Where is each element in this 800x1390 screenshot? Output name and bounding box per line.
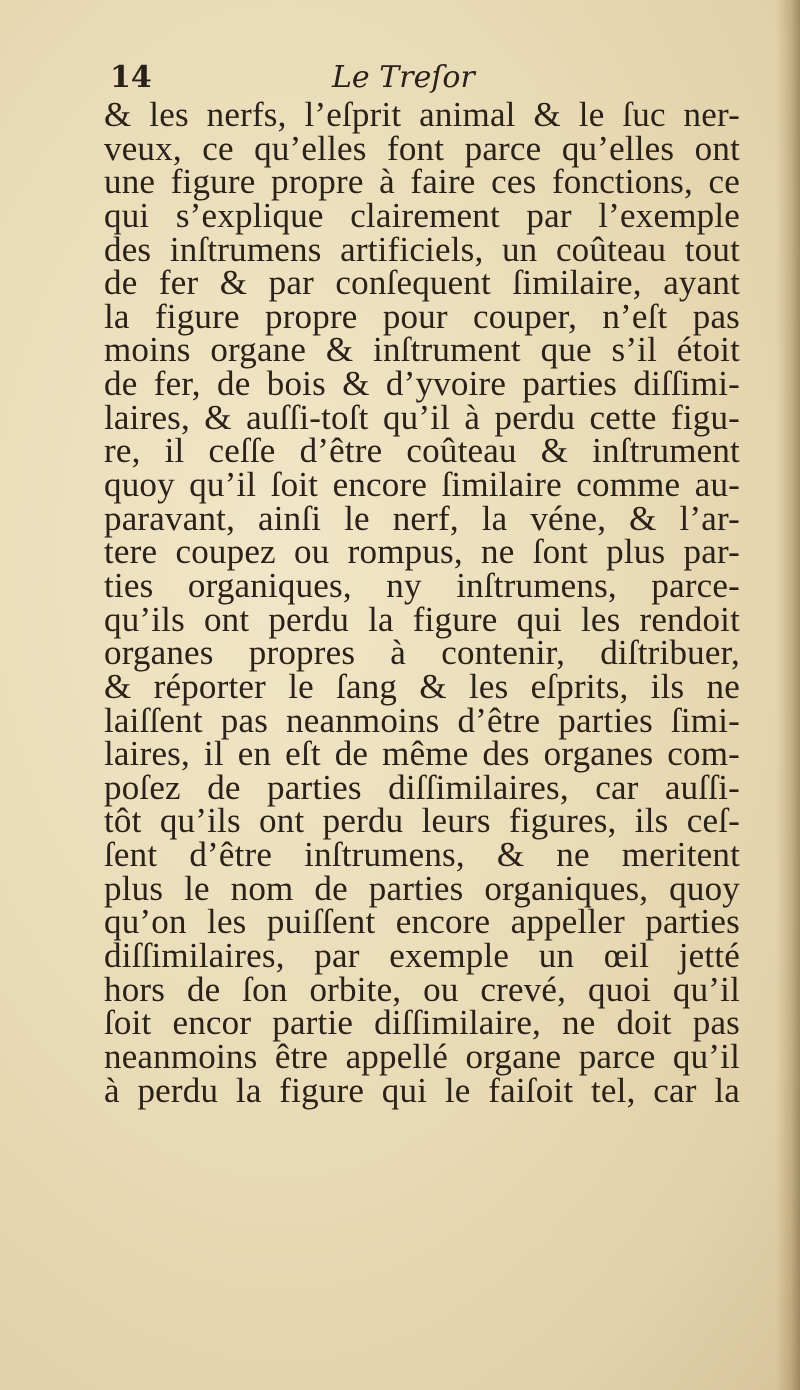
text-line: de fer, de bois & d’yvoire parties diſſimi- [104,364,740,404]
text-line: laires, il en eſt de même des organes com- [104,734,740,774]
text-line: à perdu la figure qui le faiſoit tel, car la [104,1070,740,1110]
text-line: qu’on les puiſſent encore appeller parties [104,902,740,942]
running-head [102,58,742,98]
text-line: veux, ce qu’elles font parce qu’elles ont [104,128,740,168]
running-title: Le Treſor [332,60,475,95]
text-line: re, il ceſſe d’être coûteau & inſtrument [104,431,740,471]
text-line: ties organiques, ny inſtrumens, parce- [104,565,740,605]
text-line: de fer & par conſequent ſimilaire, ayant [104,263,740,303]
text-line: laires, & auſſi-toſt qu’il à perdu cette figu- [104,397,740,437]
text-line: organes propres à contenir, diſtribuer, [104,633,740,673]
text-line: neanmoins être appellé organe parce qu’il [104,1036,740,1076]
text-line: qu’ils ont perdu la figure qui les rendoit [104,599,740,639]
page-number: 14 [110,60,152,95]
text-line: & les nerfs, l’eſprit animal & le ſuc ner- [104,95,740,134]
text-line: & réporter le ſang & les eſprits, ils ne [104,666,740,706]
text-line: laiſſent pas neanmoins d’être parties ſimi- [104,700,740,740]
text-line: poſez de parties diſſimilaires, car auſſi- [104,767,740,807]
text-line: tere coupez ou rompus, ne ſont plus par- [104,532,740,572]
text-line: diſſimilaires, par exemple un œil jetté [104,936,740,976]
text-line: des inſtrumens artificiels, un coûteau tout [104,229,740,269]
text-line: quoy qu’il ſoit encore ſimilaire comme au- [104,465,740,505]
text-line: plus le nom de parties organiques, quoy [104,868,740,908]
text-line: hors de ſon orbite, ou crevé, quoi qu’il [104,969,740,1009]
text-line: tôt qu’ils ont perdu leurs figures, ils ceſ- [104,801,740,841]
text-line: moins organe & inſtrument que s’il étoit [104,330,740,370]
text-line: paravant, ainſi le nerf, la véne, & l’ar- [104,498,740,538]
page-gutter-shadow [776,0,800,1390]
body-text [104,95,740,1110]
text-line: la figure propre pour couper, n’eſt pas [104,296,740,336]
text-line: qui s’explique clairement par l’exemple [104,195,740,235]
text-line: ſoit encor partie diſſimilaire, ne doit pas [104,1003,740,1043]
text-line: ſent d’être inſtrumens, & ne meritent [104,835,740,875]
text-line: une figure propre à faire ces fonctions, ce [104,162,740,202]
